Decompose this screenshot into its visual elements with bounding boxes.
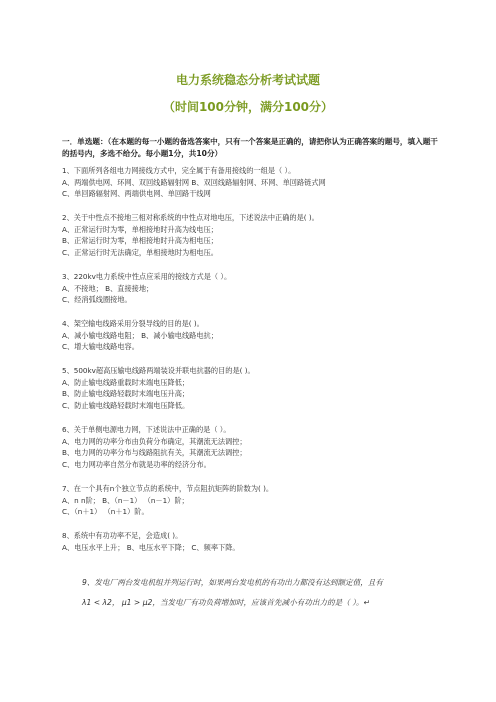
question-option: A、两端供电网、环网、双回线路辐射网 B、双回线路辐射网、环网、单回路链式网 — [62, 177, 326, 187]
question-option: C、电力网功率自然分布就是功率的经济分布。 — [62, 459, 211, 469]
question-option: A、减小输电线路电阻； B、减小输电线路电抗； — [62, 330, 218, 340]
question-2 — [62, 212, 462, 258]
question-option: A、防止输电线路重载时末端电压降低； — [62, 377, 190, 387]
question-option: B、防止输电线路轻载时末端电压升高； — [62, 389, 190, 398]
handwritten-line: 9、发电厂两台发电机组并列运行时，如果两台发电机的有功出力都没有达到额定值，且有 — [82, 578, 383, 587]
question-option: A、不接地； B、直接接地； — [62, 283, 154, 293]
section-heading: 一．单选题：（在本题的每一小题的备选答案中，只有一个答案是正确的，请把你认为正确答案的题号，填入题干的括号内，多选不给分。每小题1分，共10分） — [62, 137, 438, 158]
question-option: C、经消弧线圈接地。 — [62, 295, 132, 304]
question-option: B、正常运行时为零，单相接地时升高为相电压； — [62, 236, 218, 245]
page-title: 电力系统稳态分析考试试题 — [175, 73, 320, 87]
question-option: C、（n＋1） （n＋1）阶。 — [62, 507, 149, 516]
question-option: A、电力网的功率分布由负荷分布确定，其潮流无法调控； — [62, 436, 247, 446]
handwritten-line: λ1 < λ2， μ1 > μ2，当发电厂有功负荷增加时，应该首先减小有功出力的是（ ）。↵ — [82, 598, 370, 607]
question-stem: 1、下面所列各组电力网接线方式中，完全属于有备用接线的一组是（ ）。 — [62, 166, 296, 175]
question-option: C、正常运行时无法确定，单相接地时为相电压。 — [62, 247, 218, 257]
page-subtitle: （时间100分钟，满分100分） — [162, 100, 334, 114]
question-7 — [62, 483, 462, 518]
question-5 — [62, 365, 462, 411]
question-stem: 7、在一个具有n个独立节点的系统中，节点阻抗矩阵的阶数为( )。 — [62, 484, 274, 493]
question-stem: 6、关于单侧电源电力网，下述说法中正确的是（ ）。 — [62, 425, 231, 434]
question-1 — [62, 165, 462, 200]
question-stem: 3、220kv电力系统中性点应采用的接线方式是（ ）。 — [62, 272, 232, 281]
question-8 — [62, 530, 462, 553]
question-stem: 8、系统中有功功率不足，会造成( )。 — [62, 531, 183, 540]
question-stem: 4、架空输电线路采用分裂导线的目的是( )。 — [62, 319, 204, 328]
question-4 — [62, 318, 462, 353]
question-option: A、正常运行时为零，单相接地时升高为线电压； — [62, 224, 218, 234]
question-option: A、电压水平上升； B、电压水平下降； C、频率下降。 — [62, 542, 240, 552]
question-6 — [62, 424, 462, 470]
question-option: C、增大输电线路电容。 — [62, 342, 139, 351]
question-3 — [62, 271, 462, 306]
question-stem: 5、500kv超高压输电线路两端装设并联电抗器的目的是( )。 — [62, 366, 255, 375]
question-option: C、防止输电线路轻载时末端电压降低。 — [62, 400, 190, 410]
question-stem: 2、关于中性点不接地三相对称系统的中性点对地电压，下述说法中正确的是( )。 — [62, 213, 319, 222]
handwritten-question-9 — [82, 573, 482, 613]
question-option: A、n n阶； B、（n－1） （n－1）阶； — [62, 495, 189, 505]
question-option: B、电力网的功率分布与线路阻抗有关，其潮流无法调控； — [62, 448, 247, 457]
question-option: C、单回路辐射网、两端供电网、单回路干线网 — [62, 189, 211, 198]
